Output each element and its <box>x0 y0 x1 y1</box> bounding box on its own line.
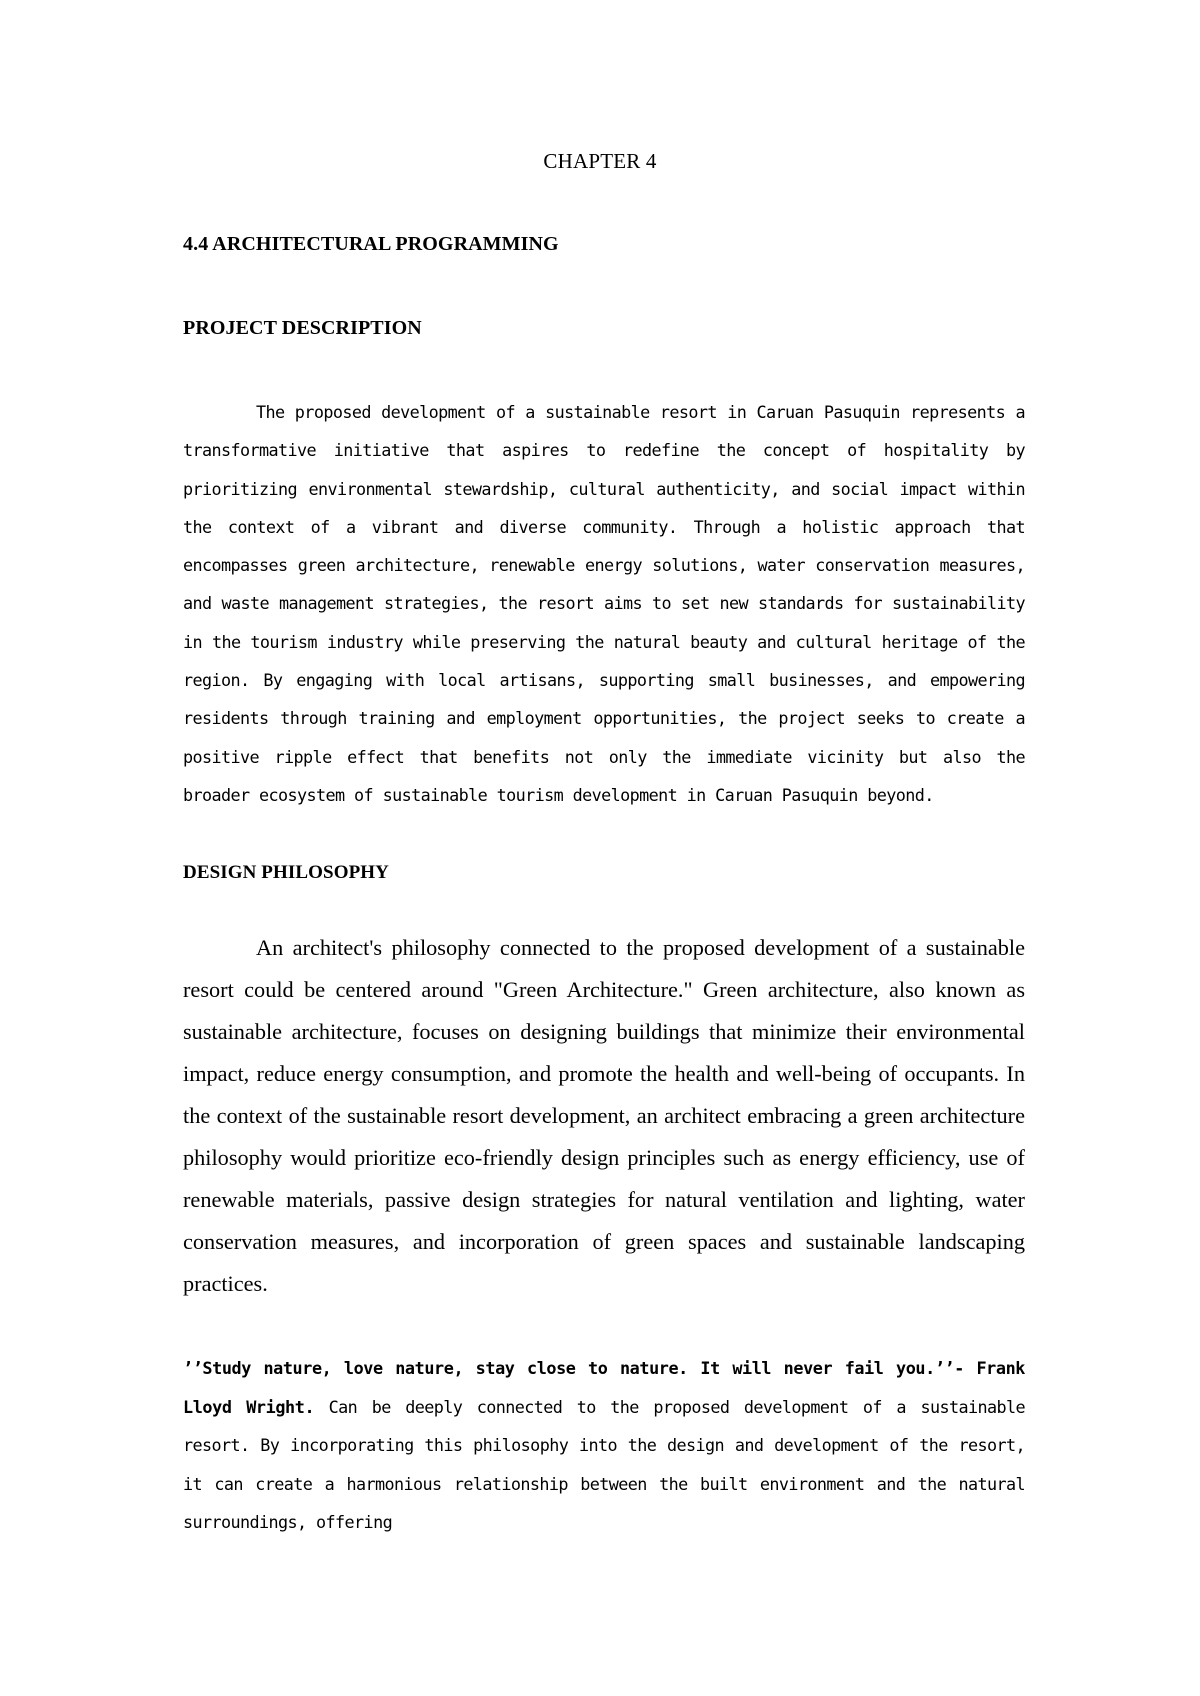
chapter-title: CHAPTER 4 <box>543 149 657 173</box>
section-heading: 4.4 ARCHITECTURAL PROGRAMMING <box>183 233 559 255</box>
project-description-paragraph: The proposed development of a sustainable resort in Caruan Pasuquin represents a transformative initiative that aspires to redefine the concept of hospitality by prioritizing environmental stewardship, cultural authenticity, and social impact within the context of a vibrant and diverse community. Through a holistic approach that encompasses green architecture, renewable energy solutions, water conservation measures, and waste management strategies, the resort aims to set new standards for sustainability in the tourism industry while preserving the natural beauty and cultural heritage of the region. By engaging with local artisans, supporting small businesses, and empowering residents through training and employment opportunities, the project seeks to create a positive ripple effect that benefits not only the immediate vicinity but also the broader ecosystem of sustainable tourism development in Caruan Pasuquin beyond. <box>183 402 1025 805</box>
project-description-heading: PROJECT DESCRIPTION <box>183 317 422 339</box>
quote-paragraph <box>183 1349 1025 1542</box>
frank-lloyd-wright-quote: ’’Study nature, love nature, stay close to nature. It will never fail you.’’- Frank Lloyd Wright. <box>183 1358 1025 1417</box>
design-philosophy-paragraph: An architect's philosophy connected to the proposed development of a sustainable resort could be centered around "Green Architecture." Green architecture, also known as sustainable architecture, focuses on designing buildings that minimize their environmental impact, reduce energy consumption, and promote the health and well-being of occupants. In the context of the sustainable resort development, an architect embracing a green architecture philosophy would prioritize eco-friendly design principles such as energy efficiency, use of renewable materials, passive design strategies for natural ventilation and lighting, water conservation measures, and incorporation of green spaces and sustainable landscaping practices. <box>183 935 1025 1296</box>
design-philosophy-heading: DESIGN PHILOSOPHY <box>183 862 389 883</box>
quote-continuation-text: Can be deeply connected to the proposed development of a sustainable resort. By incorporating this philosophy into the design and development of the resort, it can create a harmonious relationship between the built environment and the natural surroundings, offering <box>183 1396 1025 1532</box>
